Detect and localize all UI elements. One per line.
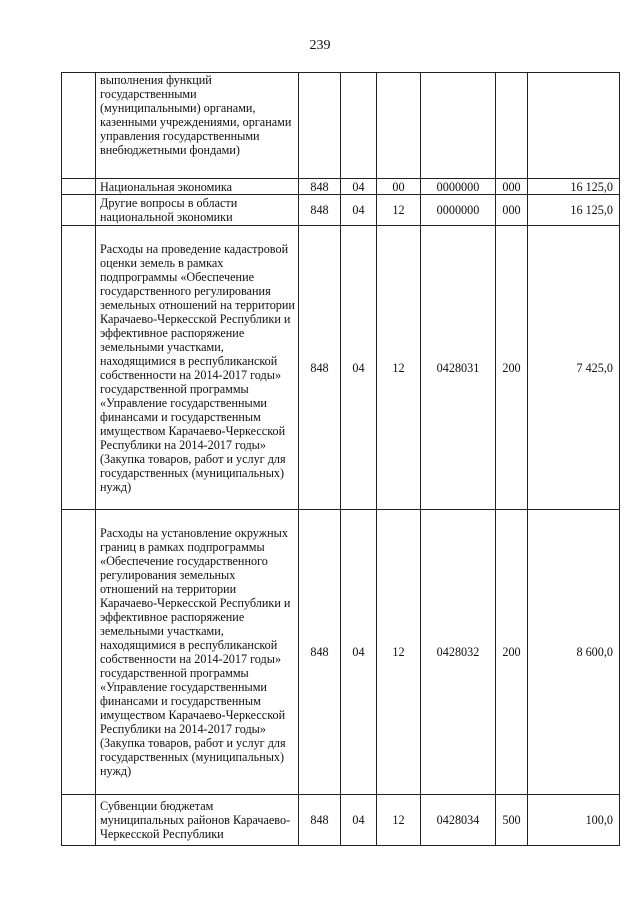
row-name-cell: Расходы на установление окружных границ в рамках подпрограммы «Обеспечение государственного регулирования земельных отношений на территории Карачаево-Черкесской Республики и эффективное распоряжение земельными участками, находящимися в республиканской собственности на 2014-2017 годы» государственной программы «Управление государственными финансами и государственным имуществом Карачаево-Черкесской Республики на 2014-2017 годы» (Закупка товаров, работ и услуг для государственных (муниципальных) нужд) [96, 510, 299, 795]
row-blank-cell [62, 195, 96, 226]
expense-type-cell: 000 [496, 195, 528, 226]
amount-cell: 16 125,0 [528, 195, 620, 226]
subsection-cell [377, 73, 421, 179]
target-article-cell: 0000000 [421, 195, 496, 226]
section-cell: 04 [341, 195, 377, 226]
expense-type-cell: 200 [496, 510, 528, 795]
table-row [62, 795, 620, 846]
admin-code-cell: 848 [299, 195, 341, 226]
admin-code-cell: 848 [299, 179, 341, 195]
row-blank-cell [62, 73, 96, 179]
row-name-cell: Другие вопросы в области национальной экономики [96, 195, 299, 226]
subsection-cell: 12 [377, 510, 421, 795]
admin-code-cell: 848 [299, 795, 341, 846]
expense-type-cell: 200 [496, 226, 528, 510]
section-cell: 04 [341, 179, 377, 195]
row-blank-cell [62, 795, 96, 846]
amount-cell: 16 125,0 [528, 179, 620, 195]
subsection-cell: 12 [377, 795, 421, 846]
row-blank-cell [62, 226, 96, 510]
target-article-cell [421, 73, 496, 179]
row-name-cell: выполнения функций государственными (муниципальными) органами, казенными учреждениями, органами управления государственными внебюджетными фондами) [96, 73, 299, 179]
row-name-cell: Расходы на проведение кадастровой оценки земель в рамках подпрограммы «Обеспечение государственного регулирования земельных отношений на территории Карачаево-Черкесской Республики и эффективное распоряжение земельными участками, находящимися в республиканской собственности на 2014-2017 годы» государственной программы «Управление государственными финансами и государственным имуществом Карачаево-Черкесской Республики на 2014-2017 годы» (Закупка товаров, работ и услуг для государственных (муниципальных) нужд) [96, 226, 299, 510]
subsection-cell: 12 [377, 226, 421, 510]
budget-table [61, 72, 620, 846]
table-row [62, 226, 620, 510]
amount-cell [528, 73, 620, 179]
row-name-cell: Национальная экономика [96, 179, 299, 195]
expense-type-cell: 000 [496, 179, 528, 195]
table-row [62, 73, 620, 179]
section-cell: 04 [341, 226, 377, 510]
table-row [62, 510, 620, 795]
section-cell [341, 73, 377, 179]
page-number: 239 [309, 38, 331, 53]
admin-code-cell: 848 [299, 510, 341, 795]
admin-code-cell: 848 [299, 226, 341, 510]
target-article-cell: 0000000 [421, 179, 496, 195]
table-row [62, 195, 620, 226]
subsection-cell: 00 [377, 179, 421, 195]
row-name-cell: Субвенции бюджетам муниципальных районов Карачаево-Черкесской Республики [96, 795, 299, 846]
section-cell: 04 [341, 510, 377, 795]
target-article-cell: 0428031 [421, 226, 496, 510]
target-article-cell: 0428032 [421, 510, 496, 795]
section-cell: 04 [341, 795, 377, 846]
amount-cell: 7 425,0 [528, 226, 620, 510]
subsection-cell: 12 [377, 195, 421, 226]
amount-cell: 100,0 [528, 795, 620, 846]
table-row [62, 179, 620, 195]
row-blank-cell [62, 510, 96, 795]
expense-type-cell: 500 [496, 795, 528, 846]
target-article-cell: 0428034 [421, 795, 496, 846]
admin-code-cell [299, 73, 341, 179]
row-blank-cell [62, 179, 96, 195]
amount-cell: 8 600,0 [528, 510, 620, 795]
expense-type-cell [496, 73, 528, 179]
